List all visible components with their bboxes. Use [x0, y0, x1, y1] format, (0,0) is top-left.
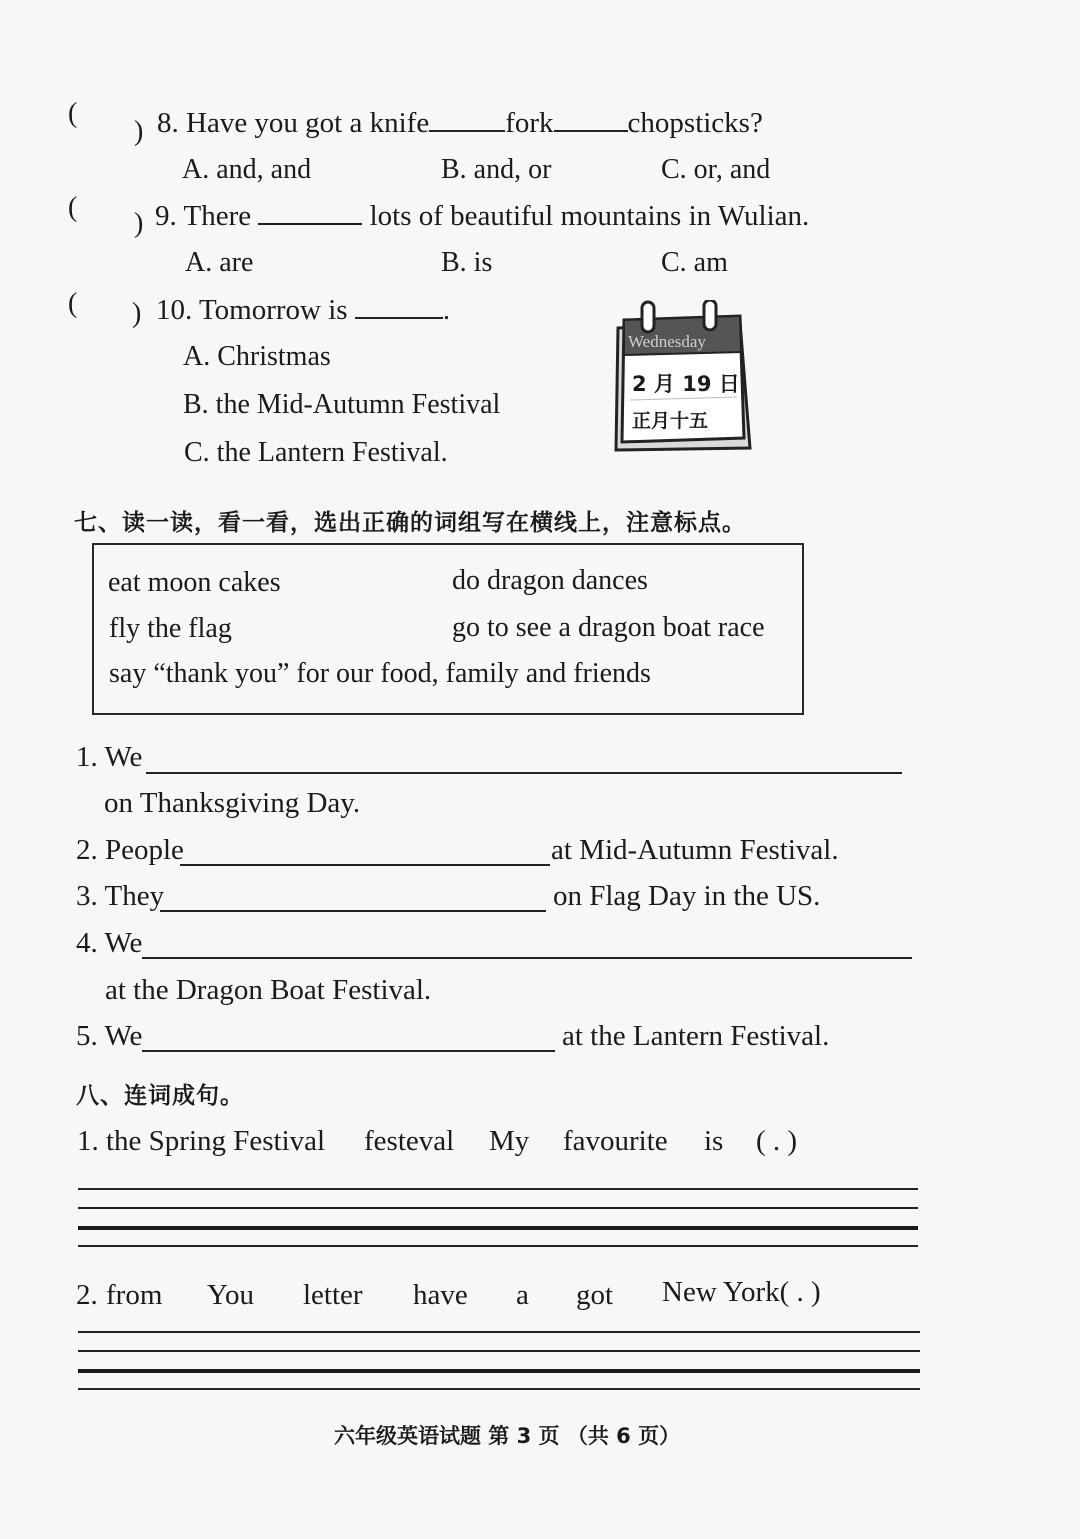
- calendar-weekday: Wednesday: [628, 332, 706, 351]
- writing-line: [78, 1207, 918, 1209]
- question-stem: Have you got a knife: [186, 107, 430, 139]
- sentence-start: They: [104, 880, 165, 912]
- writing-line: [78, 1245, 918, 1247]
- sentence-number: 2.: [76, 834, 98, 866]
- sentence-4: [76, 927, 142, 960]
- question-stem: .: [442, 294, 451, 326]
- question-stem: There: [183, 200, 252, 232]
- question-stem: lots of beautiful mountains in Wulian.: [369, 200, 810, 232]
- sentence-end: at the Lantern Festival.: [562, 1020, 830, 1052]
- sentence-number: 5.: [76, 1020, 98, 1052]
- sentence-3: [76, 880, 164, 913]
- answer-paren-open: (: [68, 98, 78, 129]
- sentence-number: 4.: [76, 927, 98, 959]
- scrambled-word: a: [516, 1279, 529, 1311]
- scrambled-word: You: [207, 1279, 255, 1311]
- phrase-item: say “thank you” for our food, family and friends: [109, 658, 651, 689]
- sentence-start: We: [104, 1020, 143, 1052]
- scrambled-word: is: [704, 1125, 724, 1157]
- section-8-title: 八、连词成句。: [76, 1083, 244, 1109]
- answer-line: [160, 910, 546, 912]
- phrase-item: do dragon dances: [452, 565, 648, 596]
- item-number: 2.: [76, 1279, 98, 1311]
- scrambled-word: favourite: [563, 1125, 668, 1157]
- sentence-1: [76, 741, 142, 774]
- option-c: C. am: [661, 247, 728, 278]
- answer-paren-close: ): [134, 208, 144, 239]
- answer-line: [146, 772, 902, 774]
- sentence-5: [76, 1020, 142, 1053]
- option-b: B. is: [441, 247, 493, 278]
- page-footer: 六年级英语试题 第 3 页 （共 6 页）: [334, 1424, 681, 1448]
- scrambled-word: ( . ): [756, 1125, 798, 1157]
- calendar-date: 2 月 19 日: [632, 372, 740, 396]
- sentence-start: People: [105, 834, 184, 866]
- sentence-number: 3.: [76, 880, 98, 912]
- answer-paren-open: (: [68, 192, 78, 223]
- writing-line: [78, 1331, 920, 1333]
- question-stem: Tomorrow is: [198, 294, 348, 326]
- sentence-continuation: on Thanksgiving Day.: [104, 787, 361, 819]
- question-number: 10.: [156, 294, 193, 326]
- sentence-number: 1.: [76, 741, 98, 773]
- scrambled-word: have: [413, 1279, 468, 1311]
- item-number: 1.: [77, 1125, 99, 1157]
- scrambled-word: My: [489, 1125, 530, 1157]
- answer-paren-close: ): [134, 116, 144, 147]
- sentence-end: on Flag Day in the US.: [553, 880, 821, 912]
- fill-blank: [258, 199, 362, 225]
- scrambled-word: letter: [303, 1279, 363, 1311]
- fill-blank: [355, 293, 443, 319]
- question-number: 9.: [155, 200, 177, 232]
- scrambled-word: got: [576, 1279, 614, 1311]
- writing-line: [78, 1388, 920, 1390]
- option-a: A. and, and: [182, 154, 312, 185]
- scrambled-word: festeval: [364, 1125, 455, 1157]
- phrase-bank-box: [92, 543, 804, 715]
- option-c: C. the Lantern Festival.: [184, 437, 448, 468]
- question-8: [157, 106, 763, 140]
- scrambled-word: from: [106, 1279, 163, 1311]
- question-stem: fork: [505, 107, 554, 139]
- phrase-item: eat moon cakes: [108, 567, 281, 598]
- answer-line: [180, 864, 550, 866]
- sentence-start: We: [104, 927, 143, 959]
- phrase-item: go to see a dragon boat race: [452, 612, 765, 643]
- option-b: B. the Mid-Autumn Festival: [183, 389, 501, 420]
- writing-line: [78, 1369, 920, 1373]
- option-a: A. are: [185, 247, 254, 278]
- writing-line: [78, 1226, 918, 1230]
- writing-line: [78, 1188, 918, 1190]
- calendar-lunar-date: 正月十五: [632, 410, 709, 432]
- writing-line: [78, 1350, 920, 1352]
- sentence-end: at Mid-Autumn Festival.: [551, 834, 839, 866]
- option-b: B. and, or: [441, 154, 552, 185]
- scrambled-word: New York( . ): [662, 1276, 821, 1308]
- option-c: C. or, and: [661, 154, 771, 185]
- answer-paren-open: (: [68, 288, 78, 319]
- answer-paren-close: ): [132, 298, 142, 329]
- phrase-item: fly the flag: [109, 613, 232, 644]
- question-10: [156, 293, 450, 327]
- sentence-start: We: [104, 741, 143, 773]
- question-9: [155, 199, 809, 233]
- section-7-title: 七、读一读，看一看，选出正确的词组写在横线上，注意标点。: [74, 510, 746, 536]
- answer-line: [142, 957, 912, 959]
- sentence-continuation: at the Dragon Boat Festival.: [105, 974, 432, 1006]
- fill-blank: [429, 106, 505, 132]
- fill-blank: [554, 106, 628, 132]
- calendar-illustration: [612, 300, 752, 455]
- option-a: A. Christmas: [183, 341, 331, 372]
- question-number: 8.: [157, 107, 179, 139]
- sentence-2: [76, 834, 184, 867]
- question-stem: chopsticks?: [627, 107, 763, 139]
- answer-line: [142, 1050, 555, 1052]
- scrambled-word: the Spring Festival: [106, 1125, 326, 1157]
